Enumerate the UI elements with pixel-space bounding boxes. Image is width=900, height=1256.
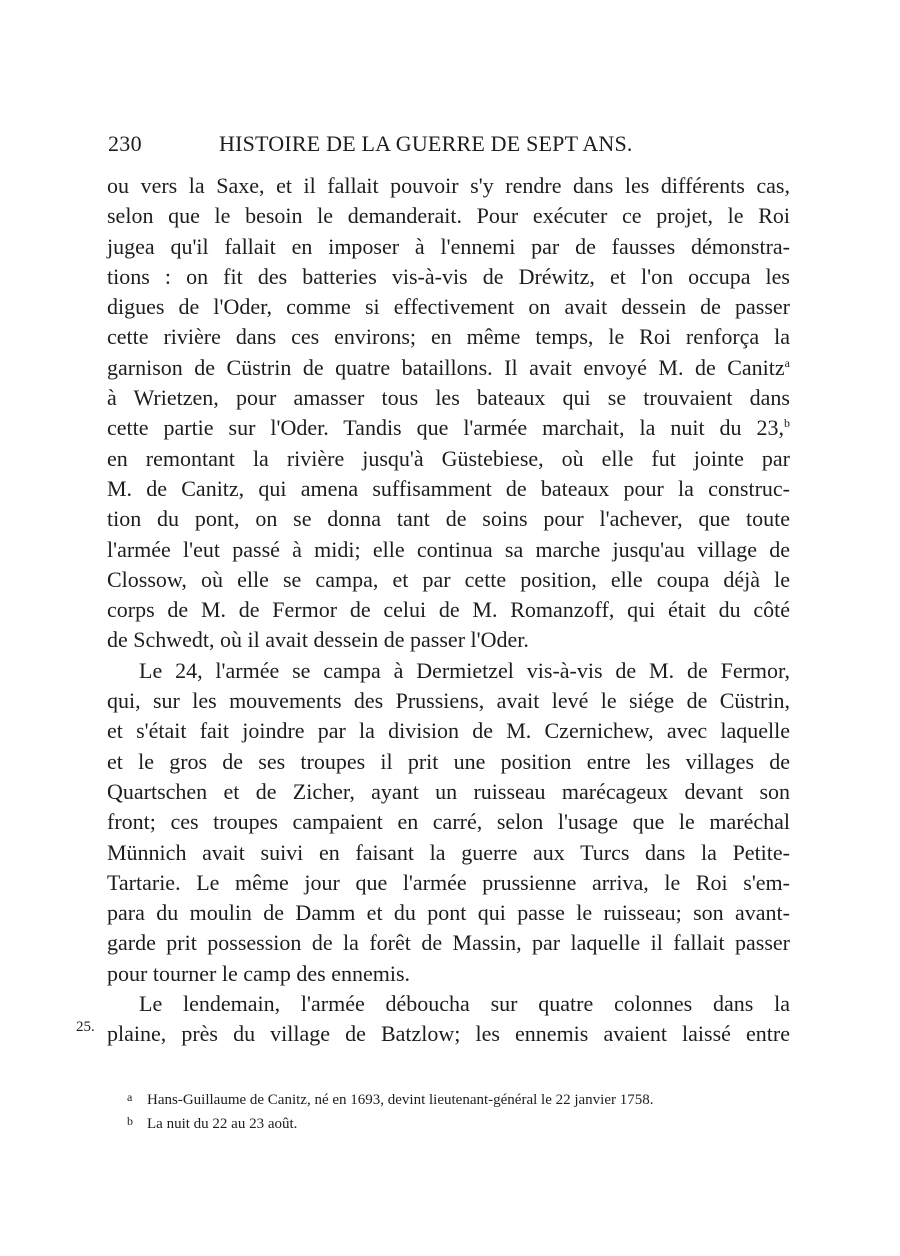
footnote-ref-b[interactable]: b [784,416,790,431]
text-line: digues de l'Oder, comme si effectivement on avait dessein de passer [107,294,790,320]
paragraph-2 [107,656,790,989]
text-line: Clossow, où elle se campa, et par cette position, elle coupa déjà le [107,566,790,592]
text-line: en remontant la rivière jusqu'à Güstebiese, où elle fut jointe par [107,445,790,471]
text-line: plaine, près du village de Batzlow; les ennemis avaient laissé entre [107,1021,790,1047]
text-line: front; ces troupes campaient en carré, selon l'usage que le maréchal [107,809,790,835]
footnote-mark: a [127,1090,133,1104]
footnotes [127,1087,787,1135]
text-line: pour tourner le camp des ennemis. [107,960,411,986]
text-line: para du moulin de Damm et du pont qui passe le ruisseau; son avant- [107,900,790,926]
footnote-text: Hans-Guillaume de Canitz, né en 1693, devint lieutenant-général le 22 janvier 1758. [147,1092,654,1108]
running-head [108,131,790,161]
text-line: selon que le besoin le demanderait. Pour exécuter ce projet, le Roi [107,203,790,229]
page-number: 230 [108,131,142,156]
text-line-with-footnote-b [107,413,790,443]
text-line: et s'était fait joindre par la division de M. Czernichew, avec laquelle [107,718,790,744]
text-line: M. de Canitz, qui amena suffisamment de bateaux pour la construc- [107,475,790,501]
footnote-text: La nuit du 22 au 23 août. [147,1116,298,1132]
running-title: HISTOIRE DE LA GUERRE DE SEPT ANS. [219,131,633,156]
text-line: ou vers la Saxe, et il fallait pouvoir s'y rendre dans les différents cas, [107,173,790,198]
paragraph-3 [107,989,790,1050]
text-line: cette partie sur l'Oder. Tandis que l'armée marchait, la nuit du 23, [107,415,784,441]
text-line: l'armée l'eut passé à midi; elle continua sa marche jusqu'au village de [107,536,790,562]
footnote-a [127,1087,787,1111]
text-line: Quartschen et de Zicher, ayant un ruisseau marécageux devant son [107,778,790,804]
text-line: jugea qu'il fallait en imposer à l'ennemi par de fausses démonstra- [107,233,790,259]
text-line: tion du pont, on se donna tant de soins pour l'achever, que toute [107,506,790,532]
text-line: garnison de Cüstrin de quatre bataillons. Il avait envoyé M. de Canitz [107,354,785,380]
body-text [107,171,790,1050]
text-line: corps de M. de Fermor de celui de M. Romanzoff, qui était du côté [107,597,790,623]
footnote-b [127,1111,787,1135]
text-line: de Schwedt, où il avait dessein de passer l'Oder. [107,627,529,653]
text-line: cette rivière dans ces environs; en même temps, le Roi renforça la [107,324,790,350]
text-line: Le 24, l'armée se campa à Dermietzel vis-à-vis de M. de Fermor, [139,657,790,683]
text-line: à Wrietzen, pour amasser tous les bateaux qui se trouvaient dans [107,385,790,411]
footnote-mark: b [127,1114,133,1128]
text-line: Münnich avait suivi en faisant la guerre aux Turcs dans la Petite- [107,839,790,865]
text-line: tions : on fit des batteries vis-à-vis de Dréwitz, et l'on occupa les [107,263,790,289]
footnote-ref-a[interactable]: a [784,355,790,370]
text-line-with-footnote-a [107,353,790,383]
margin-date-note: 25. [76,1019,95,1035]
text-line: Tartarie. Le même jour que l'armée prussienne arriva, le Roi s'em- [107,869,790,895]
text-line: Le lendemain, l'armée déboucha sur quatre colonnes dans la [139,991,790,1017]
text-line: qui, sur les mouvements des Prussiens, avait levé le siége de Cüstrin, [107,688,790,714]
paragraph-1 [107,171,790,656]
text-line: garde prit possession de la forêt de Massin, par laquelle il fallait passer [107,930,790,956]
text-line: et le gros de ses troupes il prit une position entre les villages de [107,748,790,774]
